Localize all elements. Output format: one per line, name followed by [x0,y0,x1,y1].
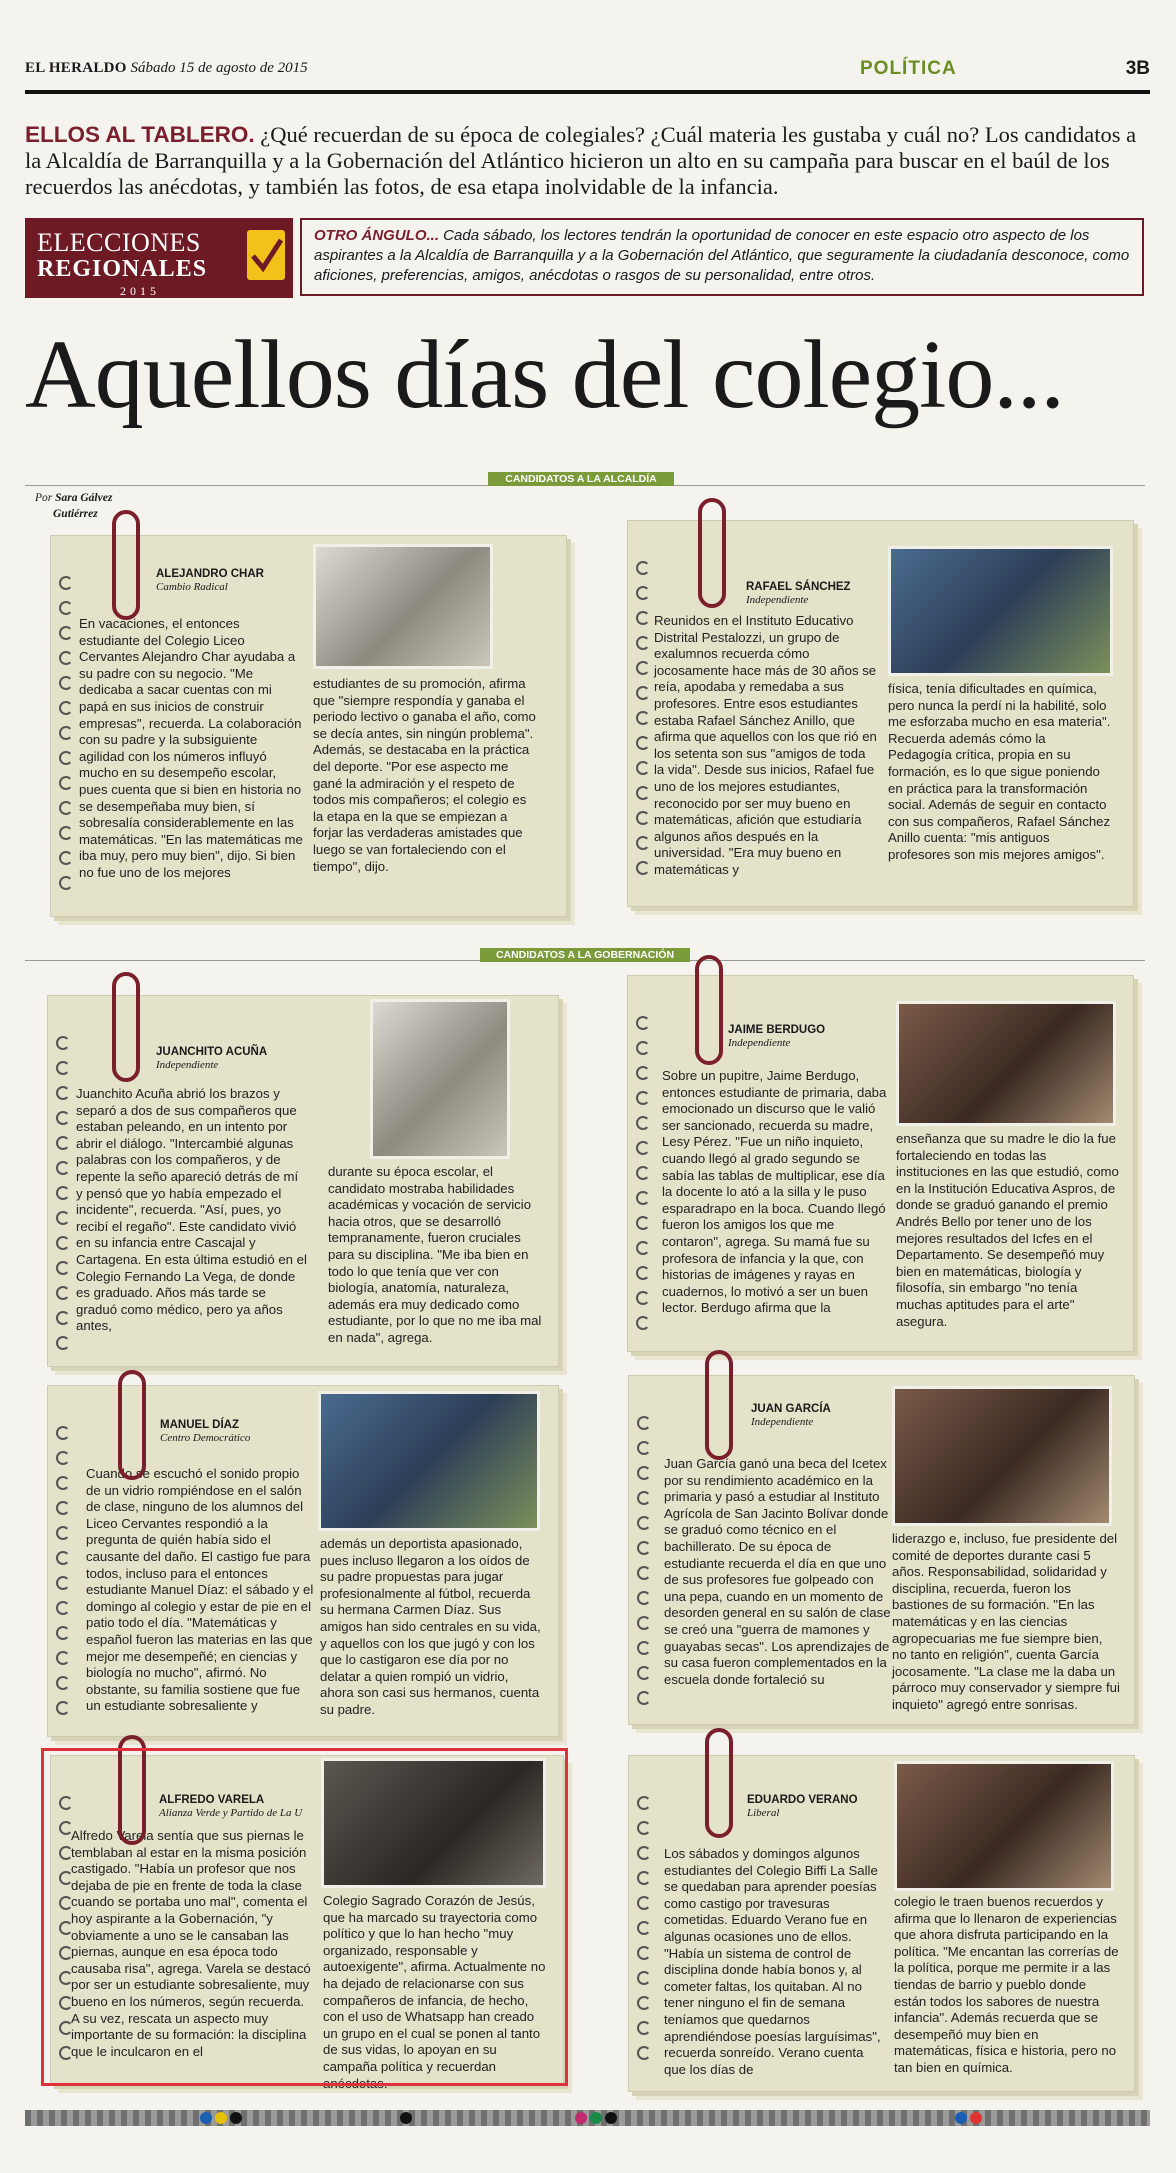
candidate-photo [313,544,493,669]
candidate-party: Independiente [746,594,809,606]
spiral-binding [56,1426,70,1726]
candidate-photo [892,1386,1112,1526]
ballot-check-icon [247,230,285,280]
label-alcaldia: CANDIDATOS A LA ALCALDÍA [488,472,674,486]
candidate-name: EDUARDO VERANO [747,1794,858,1806]
registration-dot [230,2112,242,2124]
candidate-party: Alianza Verde y Partido de La U [159,1807,303,1819]
paper-name: EL HERALDO [25,60,127,76]
issue-date: Sábado 15 de agosto de 2015 [130,60,308,76]
spiral-binding [636,561,650,886]
highlight-box [41,1748,568,2086]
candidate-photo [896,1001,1116,1126]
candidate-party: Independiente [751,1416,814,1428]
spiral-binding [59,576,73,901]
paperclip-icon [118,1370,146,1480]
header-rule [25,90,1150,94]
intro-text: ¿Qué recuerdan de su época de colegiales? ¿Cuál materia les gustaba y cuál no? Los candidatos a la Alcaldía de Barranquilla y a la Gobernación del Atlántico hicieron un alto en su campaña para buscar en el baúl de los recuerdos las anécdotas, y también las fotos, de esa etapa inolvidable de la infancia. [25,122,1137,199]
article-col1: Los sábados y domingos algunos estudiantes del Colegio Biffi La Salle se quedaban para aprender poesías como castigo por travesuras cometidas. Eduardo Verano fue en algunas ocasiones uno de ellos. "Había un sistema de control de disciplina donde había bonos y, al cometer faltas, los quitaban. Al no tener ninguno el fin de semana teníamos que quedarnos aprendiéndose poesías larguísimas", recuerda sonreído. Verano cuenta que los días de [664,1846,881,2077]
paperclip-icon [112,972,140,1082]
byline-author1: Sara Gálvez [55,492,113,504]
article-col2: liderazgo e, incluso, fue presidente del comité de deportes durante casi 5 años. Responsabilidad, solidaridad y disciplina, recuerda, fueron los bastiones de su formación. "En las matemáticas y en las ciencias agropecuarias me fue siempre bien, no tanto en religión", cuenta García jocosamente. "La clase me la daba un párroco muy conservador y siempre fui inquieto" agregó entre sonrisas. [892,1531,1120,1712]
candidate-name: JUAN GARCÍA [751,1403,831,1415]
candidate-name: JAIME BERDUGO [728,1024,826,1036]
candidate-party: Cambio Radical [156,581,228,593]
candidate-name: JUANCHITO ACUÑA [156,1046,268,1058]
candidate-party: Centro Democrático [160,1432,251,1444]
candidate-name: ALEJANDRO CHAR [156,568,264,580]
registration-dot [575,2112,587,2124]
registration-dot [970,2112,982,2124]
article-col2: además un deportista apasionado, pues incluso llegaron a los oídos de su padre propuestas para jugar profesionalmente al fútbol, recuerda su hermana Carmen Díaz. Sus amigos han sido centrales en su vida, y aquellos con los que jugó y con los que lo castigaron ese día por no delatar a quien rompió un vidrio, ahora son casi sus hermanos, cuenta su padre. [320,1536,541,1717]
candidate-photo [318,1391,540,1531]
spiral-binding [56,1036,70,1361]
spiral-binding [637,1796,651,2071]
article-col2: enseñanza que su madre le dio la fue fortaleciendo en todas las instituciones en las que estudió, como en la Institución Educativa Aspros, de donde se graduó ganando el premio Andrés Bello por tener uno de los mejores resultados del Icfes en el Departamento. Se desempeñó muy bien en matemáticas, biología y filosofía, sin embargo "no tenía muchas aptitudes para el arte" asegura. [896,1131,1119,1329]
byline [35,490,112,522]
article-col2: estudiantes de su promoción, afirma que "siempre respondía y ganaba el periodo lectivo o ganaba el año, como se decía antes, sin ningún problema". Además, se destacaba en la práctica del deporte. "Por ese aspecto me gané la admiración y el respeto de todos mis compañeros; el colegio es la etapa en la que se empiezan a forjar las verdaderas amistades que luego se van fortaleciendo con el tiempo", dijo. [313,676,536,874]
article-col1: Alfredo Varela sentía que sus piernas le temblaban al estar en la misma posición castigado. "Había un profesor que nos dejaba de pie en frente de toda la clase cuando se portaba uno mal", comenta el hoy aspirante a la Gobernación, "y obviamente a uno se le cansaban las piernas, aunque en esa época todo causaba risa", agrega. Varela se destacó por ser un estudiante sobresaliente, muy bueno en los números, según recuerda. A su vez, rescata un aspecto muy importante de su formación: la disciplina que le inculcaron en el [71,1828,311,2059]
article-col2: física, tenía dificultades en química, pero nunca la perdí ni la habilité, solo me esforzaba mucho en esa materia". Recuerda además cómo la Pedagogía crítica, propia en su formación, es lo que sigue poniendo en práctica para la transformación social. Además de seguir en contacto con sus compañeros, Rafael Sánchez Anillo cuenta: "mis antiguos profesores son mis mejores amigos". [888,681,1111,862]
otro-angulo-box [300,218,1144,296]
registration-dot [955,2112,967,2124]
candidate-name: MANUEL DÍAZ [160,1419,240,1431]
article-col2: colegio le traen buenos recuerdos y afirma que lo llenaron de experiencias que ahora disfruta participando en la política. "Me encantan las correrías de la política, porque me permite ir a las tiendas de barrio y pueblo donde están todos los sabores de nuestra infancia". Además recuerda que se desempeñó muy bien en matemáticas, física e historia, pero no tan bien en química. [894,1894,1119,2075]
spiral-binding [636,1016,650,1341]
paperclip-icon [112,510,140,620]
candidate-party: Liberal [747,1807,780,1819]
article-col1: Juan García ganó una beca del Icetex por su rendimiento académico en la primaria y pasó a estudiar al Instituto Agrícola de San Jacinto Bolívar donde se graduó como técnico en el bachillerato. De su época de estudiante recuerda el día en que uno de sus profesores fue golpeado con una pepa, cuando en un momento de desorden general en su salón de clase se creó una "guerra de mamones y guayabas secas". Los aprendizajes de su casa fueron complementados en la escuela donde fortaleció su [664,1456,891,1687]
candidate-photo [888,546,1113,676]
registration-dot [400,2112,412,2124]
article-col2: durante su época escolar, el candidato mostraba habilidades académicas y vocación de servicio hacia otros, que se desarrolló tempranamente, fueron cruciales para su disciplina. "Me iba bien en todo lo que tenía que ver con biología, anatomía, naturaleza, además era muy dedicado como estudiante, por lo que no me iba mal en nada", agrega. [328,1164,542,1345]
article-col1: En vacaciones, el entonces estudiante del Colegio Liceo Cervantes Alejandro Char ayudaba a su padre con su negocio. "Me dedicaba a sacar cuentas con mi papá en sus inicios de construir empresas", recuerda. La colaboración con su padre y la subsiguiente agilidad con los números influyó mucho en su desempeño escolar, pues cuenta que si bien en historia no se desempeñaba muy bien, sí sobresalía considerablemente en las matemáticas. "En las matemáticas me iba muy, pero muy bien", dijo. Si bien no fue uno de los mejores [79,616,303,880]
headline: Aquellos días del colegio... [25,321,1064,429]
candidate-name: ALFREDO VARELA [159,1794,265,1806]
byline-author2: Gutiérrez [53,508,98,520]
page-number: 3B [1125,58,1150,79]
label-gobernacion: CANDIDATOS A LA GOBERNACIÓN [480,948,690,962]
masthead [25,60,308,77]
registration-dot [605,2112,617,2124]
elecciones-logo [25,218,293,298]
registration-dot [215,2112,227,2124]
paperclip-icon [705,1350,733,1460]
intro-paragraph [25,122,1150,200]
article-col1: Sobre un pupitre, Jaime Berdugo, entonces estudiante de primaria, daba emocionado un discurso que le valió ser sancionado, recuerda su madre, Lesy Pérez. "Fue un niño inquieto, cuando llegó al grado segundo se sabía las tablas de multiplicar, ese día la docente lo ató a la silla y le puso esparadrapo en la boca. Cuando llegó fueron los amigos los que me contaron", agrega. Su mamá fue su profesora de infancia y la que, con historias de imágenes y rayas en cuadernos, lo motivó a ser un buen lector. Berdugo afirma que la [662,1068,887,1316]
intro-lead: ELLOS AL TABLERO. [25,122,255,147]
paperclip-icon [698,498,726,608]
registration-dot [200,2112,212,2124]
article-col1: Reunidos en el Instituto Educativo Distrital Pestalozzi, un grupo de exalumnos recuerda cómo jocosamente hace más de 30 años se reía, apodaba y remedaba a sus profesores. Entre esos estudiantes estaba Rafael Sánchez Anillo, que afirma que aquellos con los que rió en los setenta son sus "amigos de toda la vida". Desde sus inicios, Rafael fue uno de los mejores estudiantes, reconocido por ser muy bueno en matemáticas, afición que estudiaría algunos años después en la universidad. "Era muy bueno en matemáticas y [654,613,877,877]
elecciones-line1: ELECCIONES [37,228,201,257]
article-col1: Juanchito Acuña abrió los brazos y separó a dos de sus compañeros que estaban peleando, en un intento por abrir el diálogo. "Intercambié algunas palabras con los compañeros, y de repente la seño apareció detrás de mí y pensó que yo había empezado el incidente", recuerda. "Así, pues, yo recibí el regaño". Este candidato vivió en su infancia entre Cascajal y Cartagena. En esta última estudió en el Colegio Fernando La Vega, de donde es graduado. Años más tarde se graduó como médico, pero ya años antes, [76,1086,307,1334]
candidate-photo [894,1761,1114,1891]
article-col2: Colegio Sagrado Corazón de Jesús, que ha marcado su trayectoria como político y que lo han hecho "muy organizado, responsable y autoexigente", afirma. Actualmente no ha dejado de relacionarse con sus compañeros de infancia, de hecho, con el uso de Whatsapp han creado un grupo en el cual se ponen al tanto de sus vidas, lo apoyan en su campaña política y recuerdan anécdotas. [323,1893,546,2091]
spiral-binding [637,1416,651,1716]
paperclip-icon [695,955,723,1065]
elecciones-line2: REGIONALES [37,256,208,282]
paperclip-icon [705,1728,733,1838]
byline-prefix: Por [35,492,53,504]
article-col1: Cuando se escuchó el sonido propio de un vidrio rompiéndose en el salón de clase, ninguno de los alumnos del Liceo Cervantes respondió a la pregunta de quién había sido el causante del daño. El castigo fue para todos, incluso para el entonces estudiante Manuel Díaz: el sábado y el domingo al colegio y estar de pie en el patio todo el día. "Matemáticas y español fueron las materias en las que mejor me desempeñé; en ciencias y biología no mucho", afirmó. No obstante, su familia sostiene que fue un estudiante sobresaliente y [86,1466,314,1714]
section-name: POLÍTICA [860,58,957,79]
candidate-name: RAFAEL SÁNCHEZ [746,581,851,593]
page-header [25,60,1150,90]
registration-dot [590,2112,602,2124]
elecciones-year: 2015 [120,284,160,298]
otro-text: Cada sábado, los lectores tendrán la oportunidad de conocer en este espacio otro aspecto de los aspirantes a la Alcaldía de Barranquilla y a la Gobernación del Atlántico, que seguramente la ciudadanía desconoce, como aficiones, preferencias, amigos, anécdotas o rasgos de su personalidad, entre otros. [314,227,1130,284]
otro-lead: OTRO ÁNGULO... [314,227,439,244]
candidate-party: Independiente [156,1059,219,1071]
candidate-photo [370,999,510,1159]
candidate-party: Independiente [728,1037,791,1049]
